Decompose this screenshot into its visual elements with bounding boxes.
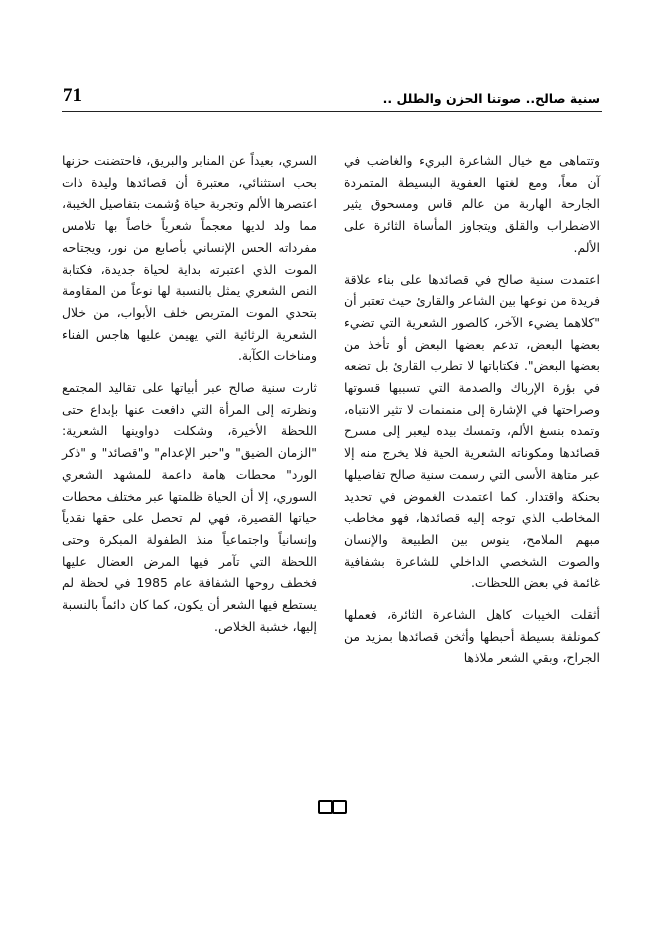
- paragraph: السري، بعيداً عن المنابر والبريق، فاحتضنت حزنها بحب استثنائي، معتبرة أن قصائدها وليدة ذات اعتصرها الألم وتجربة حياة وُشمت بتفاصيل الخيبة، مما ولد لديها معجماً شعرياً خاصاً بها تلامس مفرداته الحس الإنساني بأصابع من نور، ويجتاحه الموت الذي اعتبرته بداية لحياة جديدة، فكتابة النص الشعري يمثل بالنسبة لها نوعاً من المقاومة بتحدي الموت المتربص خلف الأبواب، من خلال الشعرية الرثائية التي يهيمن عليها هاجس الفناء ومناخات الكآبة.: [62, 153, 317, 364]
- square-icon: [332, 800, 347, 814]
- square-icon: [318, 800, 333, 814]
- double-square-ornament-icon: [318, 799, 348, 813]
- left-text-column: [62, 150, 317, 647]
- paragraph: اعتمدت سنية صالح في قصائدها على بناء علاقة فريدة من نوعها بين الشاعر والقارئ حيث تعتبر أن "كلاهما يضيء الآخر، كالصور الشعرية التي تضيء بعضها البعض، تدعم بعضها البعض أو تأخذ من بعضها البعض". فكتاباتها لا تطرب القارئ بل تضعه في بؤرة الإرباك والصدمة التي تسببها قسوتها وصراحتها في الإشارة إلى منمنمات لا تثير الانتباه، وتمده بنسغ الألم، وتمسك بيده ليعبر إلى مسرح قصائدها ومكوناته الشعرية الحية فلا يخرج منه إلا عبر متاهة الأسى التي رسمت سنية صالح تفاصيلها بحنكة واقتدار. كما اعتمدت الغموض في تحديد المخاطب الذي توجه إليه قصائدها، فهو مخاطب مبهم الملامح، ينوس بين الطبيعة والإنسان والصوت الشخصي الداخلي للشاعرة بشفافية غائمة في بعض اللحظات.: [344, 271, 600, 591]
- paragraph: وتتماهى مع خيال الشاعرة البريء والغاضب في آن معاً، ومع لغتها العفوية البسيطة المتمردة الجارحة الهاربة من عالم قاس ومسحوق يثير الاضطراب والقلق ويتجاوز المأساة الثائرة على الألم.: [344, 153, 600, 255]
- paragraph: ثارت سنية صالح عبر أبياتها على تقاليد المجتمع ونظرته إلى المرأة التي دافعت عنها بإبداع حتى اللحظة الأخيرة، وشكلت دواوينها الشعرية: "الزمان الضيق" و"حبر الإعدام" و"قصائد" و "ذكر الورد" محطات هامة داعمة للمشهد الشعري السوري، إلا أن الحياة ظلمتها عبر مختلف محطات حياتها القصيرة، فهي لم تحصل على حقها نقدياً وإنسانياً واجتماعياً منذ الطفولة المبكرة وحتى اللحظة التي تآمر فيها المرض العضال عليها فخطف روحها الشفافة عام 1985 في لحظة لم يستطع فيها الشعر أن يكون، كما كان دائماً بالنسبة إليها، خشبة الخلاص.: [62, 380, 317, 634]
- paragraph: أثقلت الخيبات كاهل الشاعرة الثائرة، فعملها كمونلفة بسيطة أحبطها وأثخن قصائدها بمزيد من الجراح، وبقي الشعر ملاذها: [344, 607, 600, 666]
- right-text-column: [344, 150, 600, 679]
- running-title: سنية صالح.. صوتنا الحزن والطلل ..: [382, 91, 600, 106]
- page-number: 71: [63, 85, 82, 106]
- header-divider: [62, 111, 602, 112]
